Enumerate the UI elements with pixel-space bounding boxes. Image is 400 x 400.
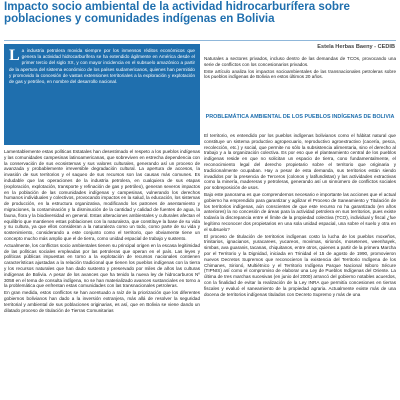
body-paragraph: Lamentablemente estas políticas Estatales han desestimado el respeto a los pueblos indígenas y las comunidades campesinas latinoamericanas, que sobreviven en estrecha dependencia con la conservación de sus ecosistemas y sus valores culturales, generando así un proceso de avanzada y probablemente irreversible degradación cultural. La apertura de accesos, la invasión de sus territorios y el saqueo de sus recursos son las causas más comunes. Es indudable que las operaciones de la industria petrolera, en cualquiera de sus etapas (exploración, explotación, transporte y refinación de gas y petróleo), generan severos impactos en la población de las comunidades indígenas y campesinas, vulnerando los derechos humanos individuales y colectivos, provocando impactos en la salud, la educación, los sistemas de producción, en la estructura organizativa, modificando los patrones de asentamiento y migraciones, la contaminación y la disminución de la cantidad y calidad de fuentes de agua, la fauna, flora y la biodiversidad en general. Estas alteraciones ambientales y culturales afectan el equilibrio que mantienen estas poblaciones con la naturaleza, que constituye la base de su vida y su cultura, ya que ellos consideran a la naturaleza como un todo, como parte de su vida y sostenimiento, considerando a este conjunto como el territorio, que obviamente tiene un concepto mucho más amplio que el de tierra, como unidad espacial de trabajo y sustento.	[4, 149, 200, 241]
right-column-bottom	[204, 133, 396, 398]
title-divider	[4, 40, 396, 41]
intro-text: a industria petrolera movida siempre por los inmensos réditos económicos que genera la actividad hidrocarburífera se ha extendido ágilmente en América desde el primer tercio del siglo XX, y con mayor incidencia en el subsuelo amazónico a partir de la apertura del sistema económico de los países sudamericanos, quienes han permitido y promovido la concesión de vastas extensiones territoriales a la exploración y explotación de gas y petróleo, en nombre del desarrollo nacional.	[9, 48, 195, 85]
right-column-top	[204, 56, 396, 106]
body-paragraph: El territorio, es entendido por los pueblos indígenas bolivianos como el hábitat natural que constituye un sistema productivo agropecuario, reproductivo agroextractivo (cacería, pesca, recolección, etc.) y social, que permite no sólo la subsistencia alimentaria, sino el derecho al trabajo y a la organización colectiva. Es por eso que el planteamiento central de los pueblos indígenas reside en que no solicitan un espacio de tierra, cono fundamentalmente, el reconocimiento legal del derecho propietario sobre el territorio que originaria y tradicionalmente ocupaban. Hay a pesar de esta demanda, sus territorios están siendo invadidos por la presencia de Terceros (colonos y latifundistas) y las actividades extractivas como la minería, madereras y petroleras, generando así un sinnúmero de conflictos sociales por sobreposición de usos.	[204, 133, 396, 191]
intro-dropcap: L	[9, 47, 20, 64]
body-paragraph: Este artículo analiza los impactos socioambientales de las transnacionales petroleras sobre los pueblos indígenas de Bolivia en estos últimos 20 años.	[204, 68, 396, 80]
body-paragraph: Naturales a sectores privados, incluso dentro de las demandas de TCOs, provocando una serie de conflictos con los concesionarios privados.	[204, 56, 396, 67]
section-heading: PROBLEMÁTICA AMBIENTAL DE LOS PUEBLOS INDÍGENAS DE BOLIVIA	[205, 114, 395, 120]
left-column	[4, 149, 200, 398]
article-author: Estela Herbas Baeny - CEDIB	[317, 44, 395, 50]
article-title: Impacto socio ambiental de la actividad hidrocarburífera sobre poblaciones y comunidades indígenas en Bolivia	[4, 0, 350, 25]
intro-box	[4, 44, 200, 145]
body-paragraph: Bajo este panorama es que comprendemos necesario e importante las acciones que el actual gobierno ha emprendido para garantizar y agilizar el Proceso de Saneamiento y Titulación de los territorios indígenas, aún conscientes de que este recurso no ha garantizado (en años anteriores) la no concesión de áreas para la actividad petrolera en sus territorios, pues existe todavía la discrepancia entre el límite de la propiedad colectiva (TCO), individual y fiscal ¿fue legítimo reconocer dos propietarios en una sola unidad espacial, una sobre el suelo y otra en el subsuelo?	[204, 191, 396, 232]
body-paragraph: Actualmente, los conflictos socio ambientales tienen su principal origen en la escasa legitimidad de las políticas sociales empleadas por las petroleras que operan en el país. Las leyes y políticas públicas impuestas en torno a la explotación de recursos nacionales contienen características ajustadas a la relación tradicional que tienen los pueblos indígenas con la tierra y los recursos naturales que han dado sustento y preservado por miles de años las culturas indígenas de Bolivia. A pesar de los avances que ha tenido la nueva ley de hidrocarburos Nº 3058 en el tema de consulta indígena, no se han materializado avances sustanciales en torno a la problemática que enfrentan estas comunidades con las transnacionales petroleras.	[4, 242, 200, 289]
body-paragraph: En gran medida, estos conflictos se han acentuado a raíz de la priorización que los diferentes gobiernos bolivianos han dado a la inversión extranjera, más allá de resolver la seguridad territorial y ambiental de sus poblaciones originarias, es así, que en Bolivia se viene dando un dilatado proceso de titulación de Tierras Comunitarias	[4, 290, 200, 313]
body-paragraph: El proceso de titulación de territorios indígenas costo la lucha de los pueblos moxeños, trinitarios, ignacianos, yuracarees, yucareos, movimas, sirionós, mosetenes, weenhayek, simbas, ava guaranis, tacanas, chiquitanos, entre otros, quienes a partir de la primera Marcha por el Territorio y la Dignidad, iniciada en Trinidad el 15 de agosto de 1990, promovieron nuevos Decretos Supremos que reconocieron la existencia del Territorio Indígena de los Chimanes, Sirionó, Multiétnico y el Territorio Indígena Parque Nacional Isiboro Sécure (TIPNIS) así como el compromiso de elaborar una Ley de Pueblos Indígenas del Oriente. La última de tres marchas sucesivas (en junio del 2000) arrancó del gobierno notables acuerdos, con la finalidad de evitar la realización de la Ley INRA que permitía concesiones en tierras fiscales y evaluó el saneamiento de la propiedad agraria. Actualmente existe más de una docena de territorios indígenas titulados con Decreto Supremo y más de una	[204, 233, 396, 297]
